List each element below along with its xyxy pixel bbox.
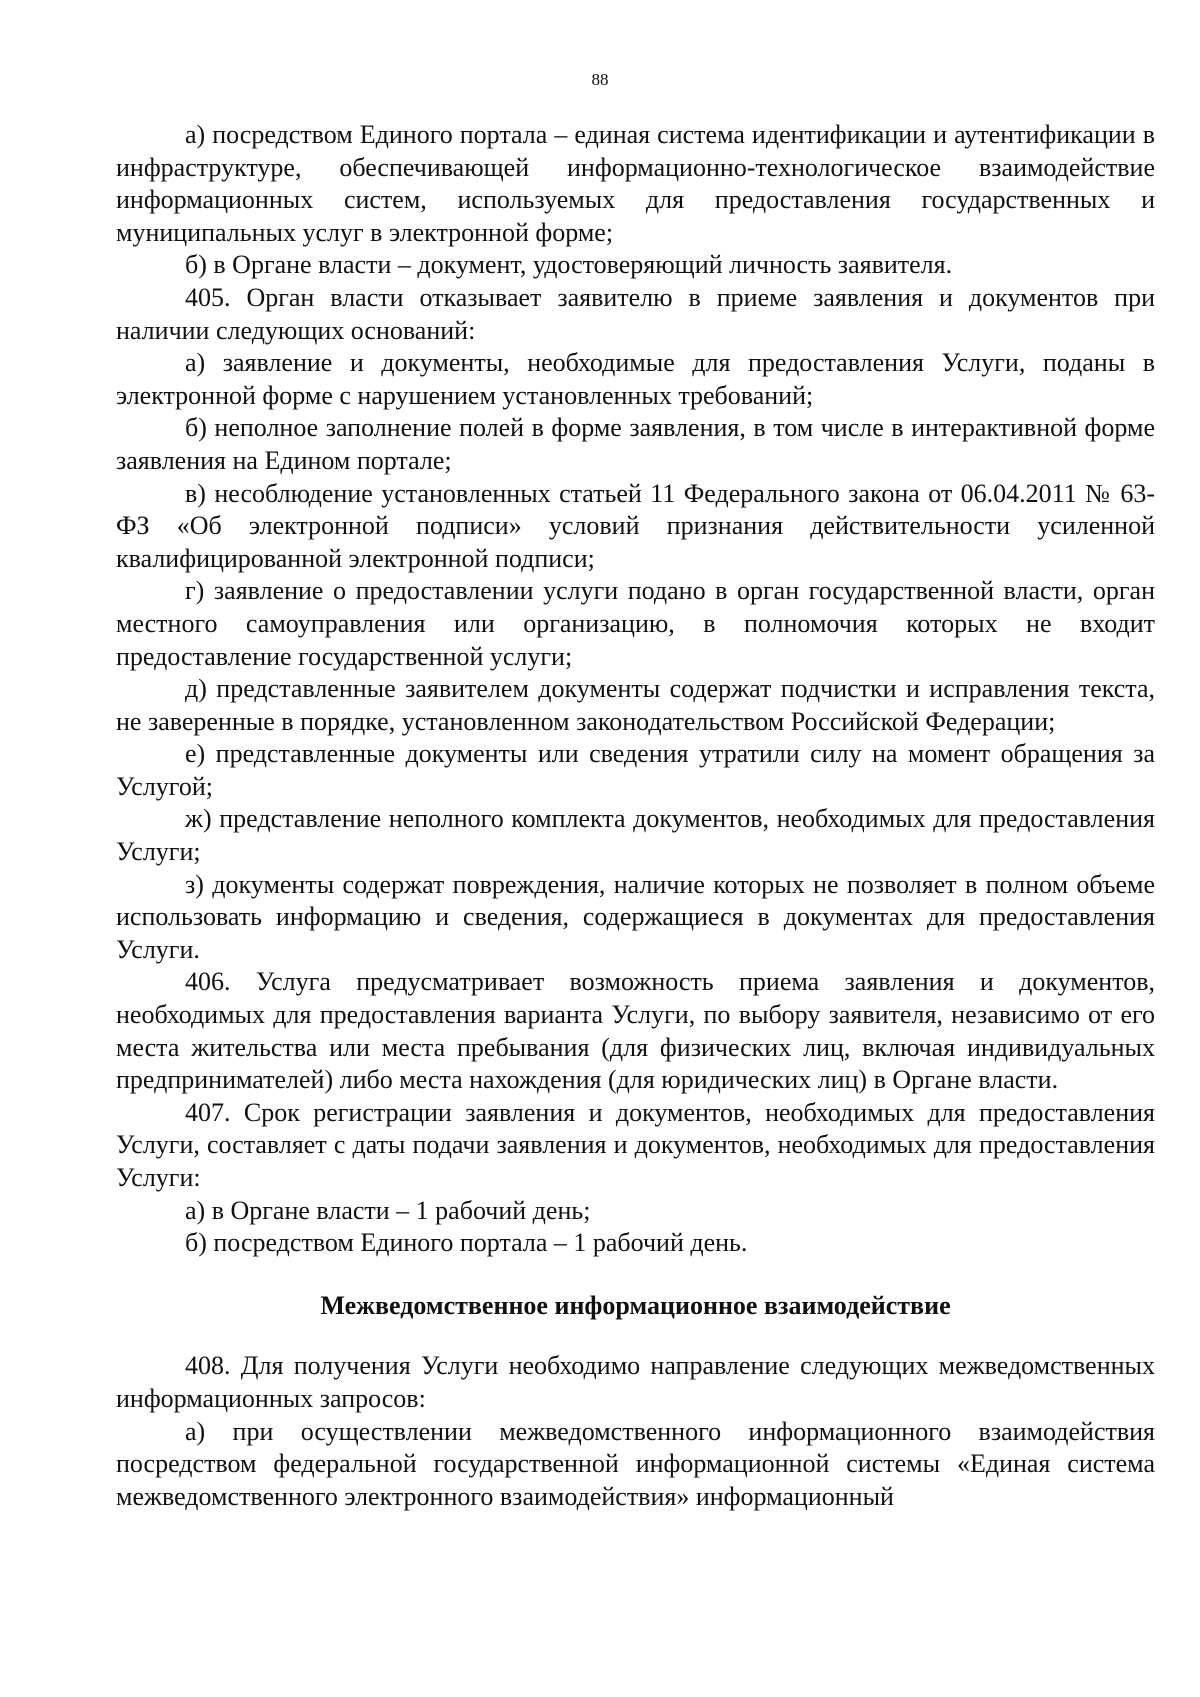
paragraph-a-portal-identification: а) посредством Единого портала – единая система идентификации и аутентификации в инфраструктуре, обеспечивающей информационно-технологическое взаимодействие информационных систем, используемых для предоставления государственных и муниципальных услуг в электронной форме; — [116, 120, 1155, 247]
paragraph-405-e: е) представленные документы или сведения утратили силу на момент обращения за Услугой; — [116, 739, 1155, 801]
section-heading: Межведомственное информационное взаимодействие — [320, 1290, 951, 1320]
paragraph-405-g: г) заявление о предоставлении услуги подано в орган государственной власти, орган местного самоуправления или организацию, в полномочия которых не входит предоставление государственной услуги; — [116, 576, 1155, 671]
paragraph-408-a: а) при осуществлении межведомственного информационного взаимодействия посредством федеральной государственной информационной системы «Единая система межведомственного электронного взаимодействия» информационный — [116, 1416, 1155, 1511]
paragraph-405-d: д) представленные заявителем документы содержат подчистки и исправления текста, не заверенные в порядке, установленном законодательством Российской Федерации; — [116, 674, 1155, 736]
paragraph-405-v: в) несоблюдение установленных статьей 11 Федерального закона от 06.04.2011 № 63-ФЗ «Об электронной подписи» условий признания действительности усиленной квалифицированной электронной подписи; — [116, 478, 1155, 573]
paragraph-407: 407. Срок регистрации заявления и документов, необходимых для предоставления Услуги, составляет с даты подачи заявления и документов, необходимых для предоставления Услуги: — [116, 1097, 1155, 1192]
paragraph-405-a: а) заявление и документы, необходимые для предоставления Услуги, поданы в электронной форме с нарушением установленных требований; — [116, 348, 1155, 410]
page-number: 88 — [591, 70, 609, 89]
paragraph-b-identity-document: б) в Органе власти – документ, удостоверяющий личность заявителя. — [185, 250, 953, 280]
document-body — [116, 119, 1155, 1513]
paragraph-407-b: б) посредством Единого портала – 1 рабочий день. — [185, 1228, 748, 1258]
paragraph-405: 405. Орган власти отказывает заявителю в приеме заявления и документов при наличии следующих оснований: — [116, 282, 1155, 345]
paragraph-408: 408. Для получения Услуги необходимо направление следующих межведомственных информационных запросов: — [116, 1351, 1155, 1413]
paragraph-405-b: б) неполное заполнение полей в форме заявления, в том числе в интерактивной форме заявления на Едином портале; — [116, 413, 1155, 475]
paragraph-407-a: а) в Органе власти – 1 рабочий день; — [185, 1195, 591, 1225]
paragraph-406: 406. Услуга предусматривает возможность приема заявления и документов, необходимых для предоставления варианта Услуги, по выбору заявителя, независимо от его места жительства или места пребывания (для физических лиц, включая индивидуальных предпринимателей) либо места нахождения (для юридических лиц) в Органе власти. — [116, 967, 1155, 1095]
paragraph-405-zh: ж) представление неполного комплекта документов, необходимых для предоставления Услуги; — [116, 804, 1155, 867]
paragraph-405-z: з) документы содержат повреждения, наличие которых не позволяет в полном объеме использовать информацию и сведения, содержащиеся в документах для предоставления Услуги. — [116, 869, 1155, 964]
